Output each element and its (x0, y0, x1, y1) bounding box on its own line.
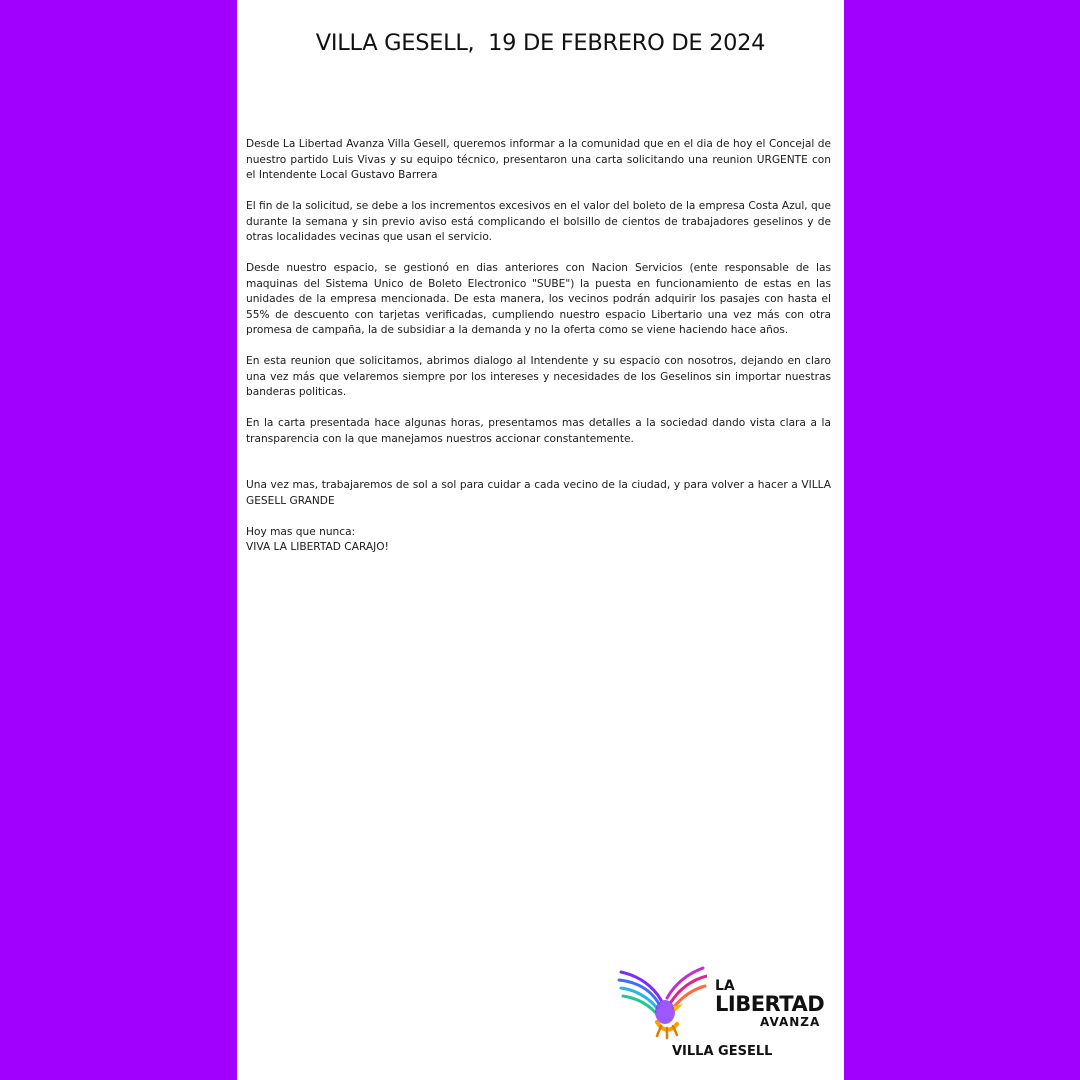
document-page (237, 0, 844, 1080)
closing (246, 525, 831, 556)
closing-line-2: VIVA LA LIBERTAD CARAJO! (246, 541, 389, 553)
logo-text-avanza: AVANZA (760, 1015, 821, 1029)
paragraph-6: Una vez mas, trabajaremos de sol a sol para cuidar a cada vecino de la ciudad, y para volver a hacer a VILLA GESELL GRANDE (246, 479, 831, 507)
closing-line-1: Hoy mas que nunca: (246, 525, 356, 538)
paragraph-2: El fin de la solicitud, se debe a los incrementos excesivos en el valor del boleto de la empresa Costa Azul, que durante la semana y sin previo aviso está complicando el bolsillo de cientos de trabajadores geselinos y de otras localidades vecinas que usan el servicio. (246, 200, 831, 243)
paragraph-5: En la carta presentada hace algunas horas, presentamos mas detalles a la sociedad dando vista clara a la transparencia con la que manejamos nuestros accionar constantemente. (246, 417, 831, 445)
page-title: VILLA GESELL, 19 DE FEBRERO DE 2024 (315, 30, 766, 56)
logo-text-libertad: LIBERTAD (715, 992, 825, 1016)
paragraph-4: En esta reunion que solicitamos, abrimos dialogo al Intendente y su espacio con nosotros, dejando en claro una vez más que velaremos siempre por los intereses y necesidades de los Geselinos sin importar nuestras banderas politicas. (246, 355, 831, 398)
paragraph-3: Desde nuestro espacio, se gestionó en dias anteriores con Nacion Servicios (ente responsable de las maquinas del Sistema Unico de Boleto Electronico "SUBE") la puesta en funcionamiento de estas en las unidades de la empresa mencionada. De esta manera, los vecinos podrán adquirir los pasajes con hasta el 55% de descuento con tarjetas verificadas, cumpliendo nuestro espacio Libertario una vez más con otra promesa de campaña, la de subsidiar a la demanda y no la oferta como se viene haciendo hace años. (246, 262, 831, 336)
logo-text-la: LA (715, 978, 735, 994)
logo-city-label: VILLA GESELL (672, 1044, 773, 1059)
party-logo (617, 960, 837, 1070)
paragraph-1: Desde La Libertad Avanza Villa Gesell, queremos informar a la comunidad que en el dia de hoy el Concejal de nuestro partido Luis Vivas y su equipo técnico, presentaron una carta solicitando una reunion URGENTE con el Intendente Local Gustavo Barrera (246, 138, 831, 181)
letter-body (246, 137, 831, 571)
eagle-icon (617, 960, 707, 1040)
